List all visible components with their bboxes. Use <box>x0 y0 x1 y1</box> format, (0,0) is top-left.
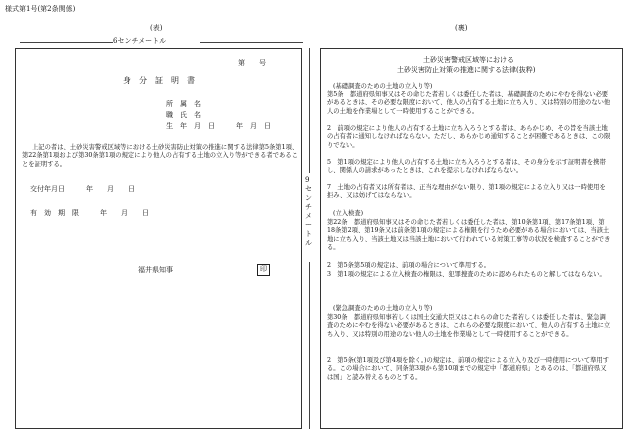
id-card-back <box>320 48 623 429</box>
law-paragraph: 2 第5条(第1項及び第4項を除く。)の規定は、前項の規定による立入り及び一時使用について準用する。この場合において、同条第3項から第10項までの規定中「都道府県」とあるのは、「都道府県又は国」と読み替えるものとする。 <box>327 357 610 381</box>
back-label: (裏) <box>455 24 468 32</box>
law-paragraph: 第30条 都道府県知事若しくは国土交通大臣又はこれらの命じた者若しくは委任した者は、緊急調査のためにやむを得ない必要があるときは、これらの必要な限度において、他人の占有する土地に立ち入り、又は特別の用途のない他人の土地を作業場として一時使用することができる。 <box>327 314 611 338</box>
law-title-line2: 土砂災害防止対策の推進に関する法律(抜粋) <box>397 66 536 74</box>
height-dimension-label: 9センチメートル <box>305 176 312 247</box>
field-affiliation: 所 属 名 <box>166 100 201 108</box>
height-dimension-line-bottom <box>309 262 310 429</box>
field-name: 職 氏 名 <box>166 111 201 119</box>
law-title-line1: 土砂災害警戒区域等における <box>423 56 514 64</box>
law-paragraph: 7 土地の占有者又は所有者は、正当な理由がない限り、第1項の規定による立入り又は一時使用を拒み、又は妨げてはならない。 <box>327 184 606 200</box>
width-dimension-label: 6センチメートル <box>113 37 167 45</box>
form-title: 様式第1号(第2条関係) <box>5 5 76 13</box>
law-paragraph: 3 第1項の規定による立入検査の権限は、犯罪捜査のために認められたものと解してはならない。 <box>327 271 606 278</box>
valid-until: 有 効 期 限 年 月 日 <box>30 209 149 217</box>
law-paragraph: 2 前項の規定により他人の占有する土地に立ち入ろうとする者は、あらかじめ、その旨を当該土地の占有者に通知しなければならない。ただし、あらかじめ通知することが困難であるときは、この限りでない。 <box>327 125 611 149</box>
section-heading: (立入検査) <box>333 210 364 217</box>
certification-text: 上記の者は、土砂災害警戒区域等における土砂災害防止対策の推進に関する法律第5条第1項、第22条第1項および第30条第1項の規定により他人の占有する土地の立入り等ができる者であることを証明する。 <box>22 144 299 168</box>
height-dimension-line-top <box>309 48 310 173</box>
card-heading: 身 分 証 明 書 <box>123 76 195 85</box>
issue-date: 交付年月日 年 月 日 <box>30 185 135 193</box>
law-paragraph: 第22条 都道府県知事又はその命じた者若しくは委任した者は、第10条第1項、第17条第1項、第18条第2項、第19条又は前条第1項の規定による権限を行うため必要がある場合においては、当該土地に立ち入り、当該土地又は当該土地において行われている対策工事等の状況を検査することができる。 <box>327 219 611 252</box>
law-paragraph: 第5条 都道府県知事又はその命じた者若しくは委任した者は、基礎調査のためにやむを得ない必要があるときは、その必要な限度において、他人の占有する土地に立ち入り、又は特別の用途のない他人の土地を作業場として一時使用することができる。 <box>327 91 611 115</box>
official-seal: 印 <box>257 264 270 276</box>
width-dimension-line-left <box>20 42 113 43</box>
section-heading: (緊急調査のための土地の立入り等) <box>333 305 433 312</box>
width-dimension-line-right <box>200 42 303 43</box>
section-heading: (基礎調査のための土地の立入り等) <box>333 83 433 90</box>
field-birthdate: 生 年 月 日 年 月 日 <box>166 122 271 130</box>
issuer: 福井県知事 <box>138 266 173 274</box>
front-label: (表) <box>150 24 163 32</box>
id-card-front <box>15 48 302 429</box>
card-number: 第 号 <box>238 59 266 67</box>
law-paragraph: 2 第5条第5項の規定は、前項の場合について準用する。 <box>327 262 491 269</box>
law-paragraph: 5 第1項の規定により他人の占有する土地に立ち入ろうとする者は、その身分を示す証明書を携帯し、関係人の請求があったときは、これを提示しなければならない。 <box>327 159 606 175</box>
